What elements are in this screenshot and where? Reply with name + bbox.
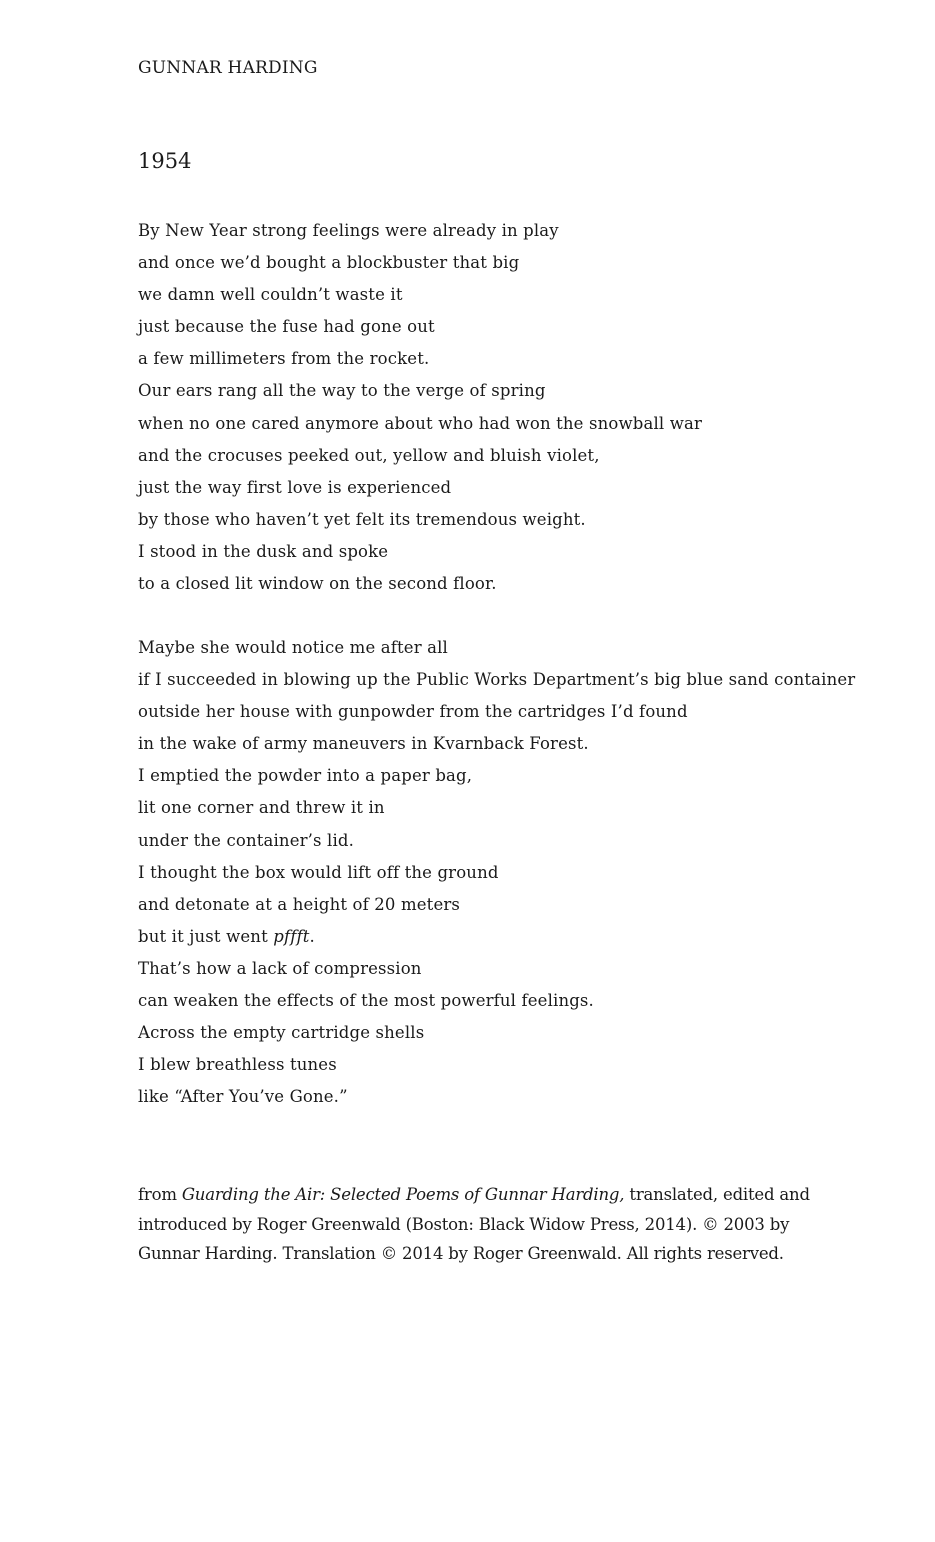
book-title: Guarding the Air: Selected Poems of Gunnar Harding, xyxy=(181,1185,625,1204)
poem-line: and once we’d bought a blockbuster that big xyxy=(138,253,520,273)
poem-line: just because the fuse had gone out xyxy=(138,317,435,337)
poem-line: I stood in the dusk and spoke xyxy=(138,541,389,561)
poem-line: can weaken the effects of the most powerful feelings. xyxy=(138,991,594,1011)
poem-title: 1954 xyxy=(138,149,192,173)
poem-line: I emptied the powder into a paper bag, xyxy=(138,766,473,786)
poem-line: By New Year strong feelings were already in play xyxy=(138,221,559,240)
poem-line: just the way first love is experienced xyxy=(138,477,452,497)
author-header: GUNNAR HARDING xyxy=(138,58,318,78)
poem-line: when no one cared anymore about who had won the snowball war xyxy=(138,413,702,433)
poem-line: lit one corner and threw it in xyxy=(138,798,385,818)
poem-line: and detonate at a height of 20 meters xyxy=(138,894,461,914)
poem-line: Our ears rang all the way to the verge of spring xyxy=(138,381,546,401)
poem-line: a few millimeters from the rocket. xyxy=(138,349,430,369)
credit-prefix: from xyxy=(138,1185,182,1204)
poem-line: I blew breathless tunes xyxy=(138,1055,337,1075)
poem-line: outside her house with gunpowder from the cartridges I’d found xyxy=(138,702,688,722)
credit-line-3: Gunnar Harding. Translation © 2014 by Roger Greenwald. All rights reserved. xyxy=(138,1244,784,1264)
poem-line: under the container’s lid. xyxy=(138,830,355,850)
poem-line: to a closed lit window on the second floor. xyxy=(138,574,497,594)
poem-line: That’s how a lack of compression xyxy=(138,958,422,978)
poem-line: if I succeeded in blowing up the Public Works Department’s big blue sand container xyxy=(138,670,856,690)
poem-line: in the wake of army maneuvers in Kvarnback Forest. xyxy=(138,734,589,754)
poem-line: Maybe she would notice me after all xyxy=(138,638,448,657)
source-credit xyxy=(138,1180,810,1269)
poem-line: like “After You’ve Gone.” xyxy=(138,1087,348,1107)
poem-line: Across the empty cartridge shells xyxy=(138,1023,425,1043)
stanza-2 xyxy=(138,635,855,1116)
credit-line-1 xyxy=(138,1180,810,1210)
credit-line-1-rest: translated, edited and xyxy=(624,1185,810,1204)
poem-line xyxy=(138,924,855,956)
poem-line: by those who haven’t yet felt its tremendous weight. xyxy=(138,509,586,529)
stanza-1 xyxy=(138,218,702,603)
poem-line: we damn well couldn’t waste it xyxy=(138,285,403,305)
poem-line: I thought the box would lift off the ground xyxy=(138,862,499,882)
poem-line: and the crocuses peeked out, yellow and bluish violet, xyxy=(138,445,600,465)
poem-line-punct: . xyxy=(309,926,315,946)
credit-line-2: introduced by Roger Greenwald (Boston: Black Widow Press, 2014). © 2003 by xyxy=(138,1214,790,1234)
poem-line-text: but it just went xyxy=(138,926,274,946)
poem-line-italic: pffft xyxy=(273,926,310,946)
